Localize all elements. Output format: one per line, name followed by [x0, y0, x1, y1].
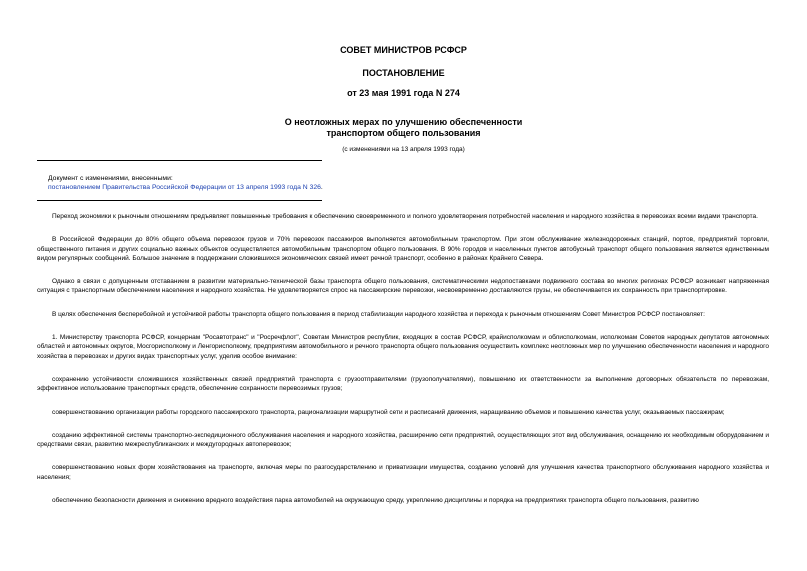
document-body: [37, 212, 769, 519]
paragraph: совершенствованию новых форм хозяйствования на транспорте, включая меры по разгосударствлению и приватизации имущества, созданию условий для улучшения качества транспортного обслуживания народного хозяйства и населения;: [37, 464, 769, 481]
paragraph: В целях обеспечения бесперебойной и устойчивой работы транспорта общего пользования в период стабилизации народного хозяйства и перехода к рыночным отношениям Совет Министров РСФСР постановляет:: [52, 310, 705, 318]
document-title: [0, 117, 807, 139]
revision-label: Документ с изменениями, внесенными:: [48, 175, 173, 182]
revision-box: [48, 174, 323, 192]
paragraph: Переход экономики к рыночным отношениям предъявляет повышенные требования к обеспечению своевременного и полного удовлетворения потребностей населения и народного хозяйства в перевозках всеми видами транспорта.: [52, 213, 758, 220]
document-type: ПОСТАНОВЛЕНИЕ: [362, 68, 445, 78]
paragraph: созданию эффективной системы транспортно-экспедиционного обслуживания населения и народного хозяйства, расширению сети предприятий, осуществляющих этот вид обслуживания, оснащению их необходимым оборудованием и средствами связи, развитию межреспубликанских и междугородных автоперевозок;: [37, 431, 769, 449]
revision-link[interactable]: постановлением Правительства Российской Федерации от 13 апреля 1993 года N 326: [48, 184, 321, 191]
divider-bottom: [37, 200, 322, 201]
revision-link-period: .: [320, 184, 323, 191]
paragraph: 1. Министерству транспорта РСФСР, концернам "Росавтотранс" и "Росречфлот", Советам Министров республик, входящих в состав РСФСР, крайисполкомам и облисполкомам, исполкомам Советов народных депутатов автономных областей и автономных округов, Мосгорисполкому и Ленгорисполкому, предприятиям автомобильного и речного транспорта общего пользования осуществить комплекс неотложных мер по улучшению обеспеченности населения и народного хозяйства в перевозках и других видах транспортных услуг, уделив особое внимание:: [37, 334, 769, 360]
changes-note: (с изменениями на 13 апреля 1993 года): [342, 146, 465, 153]
document-date: от 23 мая 1991 года N 274: [347, 88, 460, 98]
paragraph: совершенствованию организации работы городского пассажирского транспорта, рационализации маршрутной сети и расписаний движения, наращиванию объемов и повышению качества услуг, оказываемых пассажирам;: [52, 408, 725, 416]
paragraph: Однако в связи с допущенным отставанием в развитии материально-технической базы транспорта общего пользования, систематическими недопоставками подвижного состава во многих регионах РСФСР возникает напряженная ситуация с транспортным обеспечением населения и народного хозяйства. Не удовлетворяется спрос на пассажирские перевозки, несвоевременно доставляются грузы, не обеспечивается их сохранность при транспортировке.: [37, 278, 769, 295]
paragraph: В Российской Федерации до 80% общего объема перевозок грузов и 70% перевозок пассажиров выполняется автомобильным транспортом. При этом обслуживание железнодорожных станций, портов, предприятий торговли, общественного питания и других социально важных объектов осуществляется автомобильным транспортом общего пользования. В 90% городов и населенных пунктов автобусный транспорт общего пользования является единственным видом регулярных сообщений. Большое значение в поддержании сложившихся экономических связей имеет речной транспорт, особенно в районах Крайнего Севера.: [37, 236, 769, 262]
document-title-line2: транспортом общего пользования: [326, 128, 481, 138]
document-title-line1: О неотложных мерах по улучшению обеспеченности: [284, 117, 523, 127]
paragraph: сохранению устойчивости сложившихся хозяйственных связей предприятий транспорта с грузоотправителями (грузополучателями), повышению их ответственности за выполнение договорных обязательств по перевозкам, эффективное использование транспортных средств, обеспечение сохранности перевозимых грузов;: [37, 375, 769, 393]
issuing-body: СОВЕТ МИНИСТРОВ РСФСР: [340, 45, 467, 55]
paragraph: обеспечению безопасности движения и снижению вредного воздействия парка автомобилей на окружающую среду, укреплению дисциплины и порядка на предприятиях транспорта общего пользования, развитию: [52, 497, 699, 505]
divider-top: [37, 160, 322, 161]
